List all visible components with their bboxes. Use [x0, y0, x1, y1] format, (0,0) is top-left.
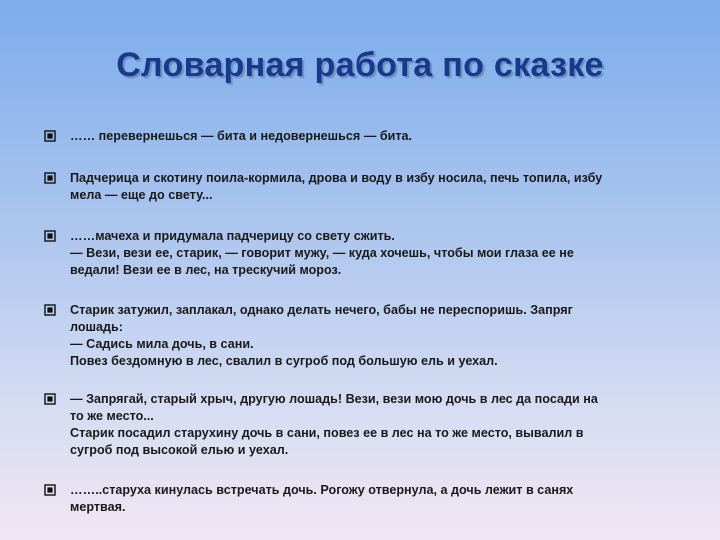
text-line: ведали! Вези ее в лес, на трескучий мороз.: [70, 263, 342, 277]
text-line: — Вези, вези ее, старик, — говорит мужу, — куда хочешь, чтобы мои глаза ее не: [70, 246, 574, 260]
text-line: мертвая.: [70, 500, 126, 514]
bullet-text: [70, 482, 684, 516]
slide-title: Словарная работа по сказке: [116, 46, 604, 84]
checkbox-bullet-icon: [44, 172, 56, 184]
bullet-text: [70, 228, 684, 279]
text-line: сугроб под высокой елью и уехал.: [70, 443, 289, 457]
text-line: лошадь:: [70, 320, 123, 334]
text-line: мела — еще до свету...: [70, 188, 213, 202]
bullet-text: [70, 391, 684, 459]
checkbox-bullet-icon: [44, 393, 56, 405]
text-line: Старик посадил старухину дочь в сани, повез ее в лес на то же место, вывалил в: [70, 426, 584, 440]
bullet-text: [70, 128, 684, 145]
text-line: — Запрягай, старый хрыч, другую лошадь! Вези, вези мою дочь в лес да посади на: [70, 392, 598, 406]
bullet-text: [70, 302, 684, 370]
bullet-text: [70, 170, 684, 204]
text-line: ……мачеха и придумала падчерицу со свету сжить.: [70, 229, 395, 243]
checkbox-bullet-icon: [44, 304, 56, 316]
text-line: Повез бездомную в лес, свалил в сугроб под большую ель и уехал.: [70, 354, 498, 368]
checkbox-bullet-icon: [44, 130, 56, 142]
checkbox-bullet-icon: [44, 230, 56, 242]
text-line: Старик затужил, заплакал, однако делать нечего, бабы не переспоришь. Запряг: [70, 303, 573, 317]
text-line: — Садись мила дочь, в сани.: [70, 337, 254, 351]
text-line: ……..старуха кинулась встречать дочь. Рогожу отвернула, а дочь лежит в санях: [70, 483, 574, 497]
text-line: …… перевернешься — бита и недовернешься — бита.: [70, 129, 413, 143]
text-line: Падчерица и скотину поила-кормила, дрова и воду в избу носила, печь топила, избу: [70, 171, 603, 185]
checkbox-bullet-icon: [44, 484, 56, 496]
text-line: то же место...: [70, 409, 154, 423]
